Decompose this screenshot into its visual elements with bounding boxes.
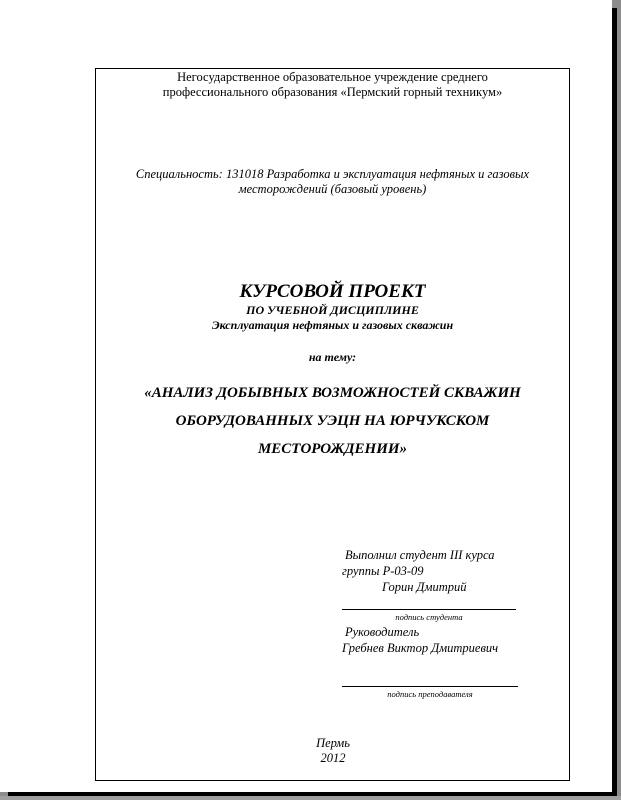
specialty-line-1: Специальность: 131018 Разработка и эксплуатация нефтяных и газовых: [135, 167, 530, 181]
page-shadow-right: [612, 8, 617, 796]
student-signature-caption: подпись студента: [395, 612, 463, 622]
project-title: КУРСОВОЙ ПРОЕКТ: [239, 281, 426, 302]
topic-line-3: МЕСТОРОЖДЕНИИ»: [257, 441, 408, 457]
supervisor-signature-caption: подпись преподавателя: [387, 689, 473, 699]
organization-line-2: профессионального образования «Пермский горный техникум»: [162, 85, 503, 99]
viewer-bottom-bar: [0, 796, 621, 800]
on-topic-label: на тему:: [308, 350, 357, 364]
city: Пермь: [316, 736, 350, 750]
page-frame: [95, 68, 570, 781]
discipline-name: Эксплуатация нефтяных и газовых скважин: [211, 318, 454, 332]
student-name: Горин Дмитрий: [382, 580, 467, 594]
topic-line-1: «АНАЛИЗ ДОБЫВНЫХ ВОЗМОЖНОСТЕЙ СКВАЖИН: [144, 385, 521, 401]
student-signature-line: [342, 609, 516, 610]
specialty-line-2: месторождений (базовый уровень): [238, 182, 427, 196]
student-group: группы Р-03-09: [342, 564, 424, 578]
student-line-1: Выполнил студент III курса: [345, 548, 495, 562]
topic-line-2: ОБОРУДОВАННЫХ УЭЦН НА ЮРЧУКСКОМ: [175, 413, 490, 429]
year: 2012: [320, 751, 346, 765]
supervisor-signature-line: [342, 686, 518, 687]
organization-line-1: Негосударственное образовательное учреждение среднего: [177, 70, 488, 84]
supervisor-role: Руководитель: [345, 625, 420, 639]
discipline-label: ПО УЧЕБНОЙ ДИСЦИПЛИНЕ: [246, 303, 419, 317]
supervisor-name: Гребнев Виктор Дмитриевич: [342, 641, 499, 655]
